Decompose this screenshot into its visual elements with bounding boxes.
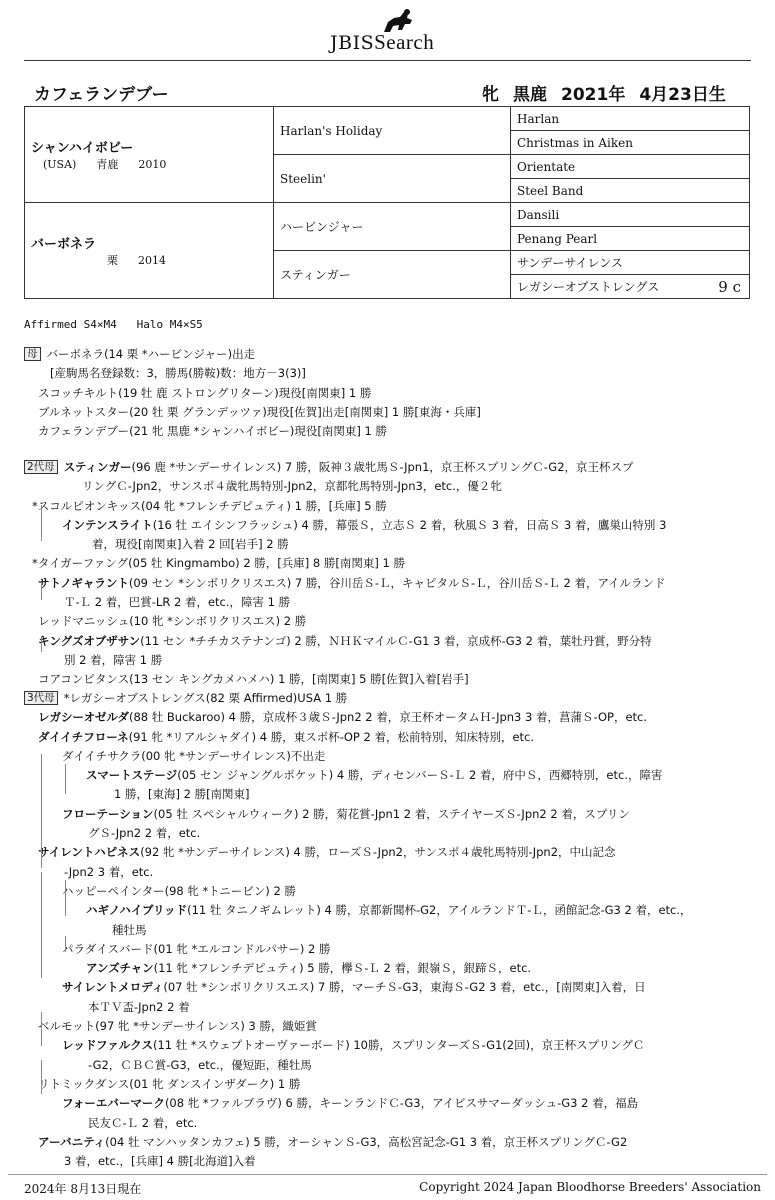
- family-bold: サイレントハピネス: [38, 845, 141, 860]
- pedigree-dam-sire-dam: Penang Pearl: [511, 227, 750, 251]
- family-bold: キングズオブザサン: [38, 633, 141, 648]
- tree-line: [41, 754, 42, 868]
- family-bold: スマートステージ: [86, 768, 178, 783]
- tree-line: [41, 584, 42, 600]
- horse-birthday: 4月23日生: [639, 85, 726, 105]
- family-line: 民友Ｃ-Ｌ 2 着，etc.: [88, 1115, 198, 1130]
- family-line: 着，現役[南関東]入着 2 回[岩手] 2 勝: [92, 537, 289, 552]
- pedigree-sire-dam: Steelin': [274, 155, 511, 203]
- family-number: 9 c: [718, 278, 741, 296]
- pedigree-dam-sire: ハービンジャー: [274, 203, 511, 251]
- family-line: コアコンピタンス(13 セン キングカメハメハ) 1 勝，[南関東] 5 勝[佐賀]入着[岩手]: [38, 672, 469, 687]
- dam-name: バーボネラ: [31, 237, 97, 252]
- family-bold: フローテーション: [62, 806, 154, 821]
- family-line: パラダイスバード(01 牝 *エルコンドルパサー) 2 勝: [62, 941, 331, 956]
- family-line: 種牡馬: [112, 922, 147, 937]
- sire-name: シャンハイボビー: [31, 141, 134, 156]
- family-line: ハッピーペインター(98 牝 *トニービン) 2 勝: [62, 883, 296, 898]
- family-line: *スコルピオンキッス(04 牝 *フレンチデピュティ) 1 勝，[兵庫] 5 勝: [32, 498, 387, 513]
- family-line: (11 牡 *スウェプトオーヴァーボード) 10勝，スプリンターズＳ-G1(2回)，京王杯スプリングＣ: [152, 1038, 645, 1053]
- pedigree-sire-dam-sire: Orientate: [511, 155, 750, 179]
- family-line: ダイイチサクラ(00 牝 *サンデーサイレンス)不出走: [62, 748, 326, 763]
- family-line: 本ＴＶ盃-Jpn2 2 着: [88, 999, 190, 1014]
- family-line: (05 セン ジャングルポケット) 4 勝，ディセンバーＳ-Ｌ 2 着，府中Ｓ，西郷特別，etc.，障害: [177, 768, 663, 783]
- third-dam-tag: 3代母: [24, 691, 58, 705]
- family-line: ブルネットスター(20 牡 栗 グランデッツァ)現役[佐賀]出走[南関東] 1 勝[東海・兵庫]: [38, 404, 481, 419]
- family-line: バーボネラ(14 栗 *ハービンジャー)出走: [46, 347, 256, 361]
- family-line: (09 セン *シンボリクリスエス) 7 勝，谷川岳Ｓ-Ｌ，キャピタルＳ-Ｌ，谷川岳Ｓ-Ｌ 2 着，アイルランド: [128, 575, 666, 590]
- family-line: (11 牝 *フレンチデピュティ) 5 勝，欅Ｓ-Ｌ 2 着，銀嶺Ｓ，銀蹄Ｓ，etc.: [153, 961, 532, 976]
- horse-name: カフェランデブー: [34, 85, 169, 105]
- pedigree-sire-cell: [25, 107, 274, 203]
- third-dam-section: [24, 689, 692, 1171]
- family-line: (11 セン *チチカステナンゴ) 2 勝，ＮＨＫマイルＣ-G1 3 着，京成杯-G3 2 着，葉牡丹賞，野分特: [140, 633, 652, 648]
- family-bold: レガシーオゼルダ: [38, 710, 129, 725]
- family-line: カフェランデブー(21 牝 黒鹿 *シャンハイボビー)現役[南関東] 1 勝: [38, 424, 388, 439]
- family-line: リトミックダンス(01 牝 ダンスインザダーク) 1 勝: [38, 1076, 301, 1091]
- family-line: グＳ-Jpn2 2 着，etc.: [88, 826, 201, 841]
- footer-copyright: Copyright 2024 Japan Bloodhorse Breeders' Association: [419, 1180, 761, 1194]
- tree-line: [41, 872, 42, 978]
- horse-profile: [482, 80, 726, 105]
- family-line: スコッチキルト(19 牡 鹿 ストロングリターン)現役[南関東] 1 勝: [38, 385, 372, 400]
- family-line: レッドマニッシュ(10 牝 *シンボリクリスエス) 2 勝: [38, 614, 307, 629]
- family-line: (08 牝 *ファルブラヴ) 6 勝，キーンランドＣ-G3，アイビスサマーダッシュ-G3 2 着，福島: [164, 1096, 639, 1111]
- dam-color: 栗: [107, 254, 118, 267]
- family-bold: ダイイチフローネ: [38, 729, 129, 744]
- family-bold: レッドファルクス: [62, 1038, 153, 1053]
- tree-line: [65, 764, 66, 794]
- tree-line: [41, 636, 42, 652]
- family-bold: スティンガー: [63, 460, 132, 474]
- tree-line: [65, 936, 66, 952]
- family-line: 別 2 着，障害 1 勝: [64, 652, 163, 667]
- horse-color: 黒鹿: [513, 85, 547, 105]
- pedigree-table: [24, 106, 750, 299]
- header-divider: [24, 60, 751, 61]
- family-bold: サイレントメロディ: [62, 980, 164, 995]
- footer-date: 2024年 8月13日現在: [24, 1182, 142, 1196]
- tree-line: [41, 1060, 42, 1094]
- horse-birth-year: 2021年: [561, 85, 626, 105]
- family-bold: インテンスライト: [62, 517, 153, 532]
- family-line: (16 牡 エイシンフラッシュ) 4 勝，幕張Ｓ，立志Ｓ 2 着，秋風Ｓ 3 着，日高Ｓ 3 着，鷹巣山特別 3: [152, 517, 667, 532]
- pedigree-sire-sire: Harlan's Holiday: [274, 107, 511, 155]
- family-line: 3 着，etc.，[兵庫] 4 勝[北海道]入着: [64, 1154, 256, 1169]
- family-line: (91 牝 *リアルシャダイ) 4 勝，東スポ杯-OP 2 着，松前特別，知床特別，etc.: [128, 729, 535, 744]
- family-bold: サトノギャラント: [38, 575, 129, 590]
- pedigree-dam-dam-sire: サンデーサイレンス: [511, 251, 750, 275]
- pedigree-sire-dam-dam: Steel Band: [511, 179, 750, 203]
- family-bold: アンズチャン: [86, 961, 154, 976]
- pedigree-dam-dam-dam-cell: [511, 275, 750, 299]
- family-line: Ｔ-Ｌ 2 着，巴賞-LR 2 着，etc.，障害 1 勝: [64, 595, 291, 610]
- tree-line: [41, 505, 42, 541]
- family-line: -Jpn2 3 着，etc.: [64, 864, 154, 879]
- family-line: ベルモット(97 牝 *サンデーサイレンス) 3 勝，織姫賞: [38, 1019, 317, 1034]
- family-line: (05 牡 スペシャルウィーク) 2 勝，菊花賞-Jpn1 2 着，ステイヤーズＳ-Jpn2 2 着，スプリン: [153, 806, 630, 821]
- sire-year: 2010: [138, 158, 167, 171]
- logo-text-search: Search: [374, 30, 435, 54]
- logo-text-jbis: JBIS: [330, 32, 375, 54]
- family-line: (92 牝 *サンデーサイレンス) 4 勝，ローズＳ-Jpn2，サンスポ４歳牝馬特別-Jpn2，中山記念: [140, 845, 616, 860]
- second-dam-section: [24, 458, 666, 690]
- family-bold: フォーエバーマーク: [62, 1096, 165, 1111]
- family-line: 1 勝，[東海] 2 勝[南関東]: [114, 787, 250, 802]
- tree-line: [65, 880, 66, 916]
- inbreeding-note: Affirmed S4×M4 Halo M4×S5: [24, 318, 203, 331]
- dam-year: 2014: [138, 254, 166, 267]
- pedigree-sire-sire-sire: Harlan: [511, 107, 750, 131]
- jbis-logo: [330, 8, 470, 54]
- family-bold: ハギノハイブリッド: [86, 903, 188, 918]
- horse-sex: 牝: [482, 85, 499, 105]
- pedigree-sire-sire-dam: Christmas in Aiken: [511, 131, 750, 155]
- dam-tag: 母: [24, 347, 41, 361]
- pedigree-dam-cell: [25, 203, 274, 299]
- dam-section: [24, 345, 481, 441]
- second-dam-tag: 2代母: [24, 460, 58, 474]
- sire-origin: (USA): [43, 158, 77, 171]
- family-line: [産駒馬名登録数：3，勝馬(勝鞍)数：地方－3(3)]: [50, 366, 306, 381]
- family-line: リングＣ-Jpn2，サンスポ４歳牝馬特別-Jpn2，京都牝馬特別-Jpn3，etc.，優２牝: [82, 479, 502, 494]
- family-line: (96 鹿 *サンデーサイレンス) 7 勝，阪神３歳牝馬Ｓ-Jpn1，京王杯スプリングＣ-G2，京王杯スプ: [131, 460, 634, 474]
- family-line: *タイガーファング(05 牡 Kingmambo) 2 勝，[兵庫] 8 勝[南関東] 1 勝: [32, 556, 405, 571]
- footer-divider: [8, 1174, 767, 1175]
- family-line: (07 牡 *シンボリクリスエス) 7 勝，マーチＳ-G3，東海Ｓ-G2 3 着，etc.，[南関東]入着，日: [163, 980, 646, 995]
- sire-color: 青鹿: [96, 158, 119, 171]
- family-bold: アーバニティ: [38, 1134, 106, 1149]
- family-line: (04 牡 マンハッタンカフェ) 5 勝，オーシャンＳ-G3，高松宮記念-G1 3 着，京王杯スプリングＣ-G2: [105, 1134, 628, 1149]
- family-line: *レガシーオブストレングス(82 栗 Affirmed)USA 1 勝: [63, 691, 348, 705]
- family-line: (88 牡 Buckaroo) 4 勝，京成杯３歳Ｓ-Jpn2 2 着，京王杯オータムＨ-Jpn3 3 着，菖蒲Ｓ-OP，etc.: [128, 710, 648, 725]
- pedigree-dam-dam: スティンガー: [274, 251, 511, 299]
- pedigree-dam-sire-sire: Dansili: [511, 203, 750, 227]
- tree-line: [41, 1012, 42, 1046]
- family-line: (11 牡 タニノギムレット) 4 勝，京都新聞杯-G2，アイルランドＴ-Ｌ，函館記念-G3 2 着，etc.，: [187, 903, 692, 918]
- pedigree-dam-dam-dam: レガシーオブストレングス: [517, 280, 660, 294]
- family-line: -G2，ＣＢＣ賞-G3，etc.，優短距，種牡馬: [88, 1057, 312, 1072]
